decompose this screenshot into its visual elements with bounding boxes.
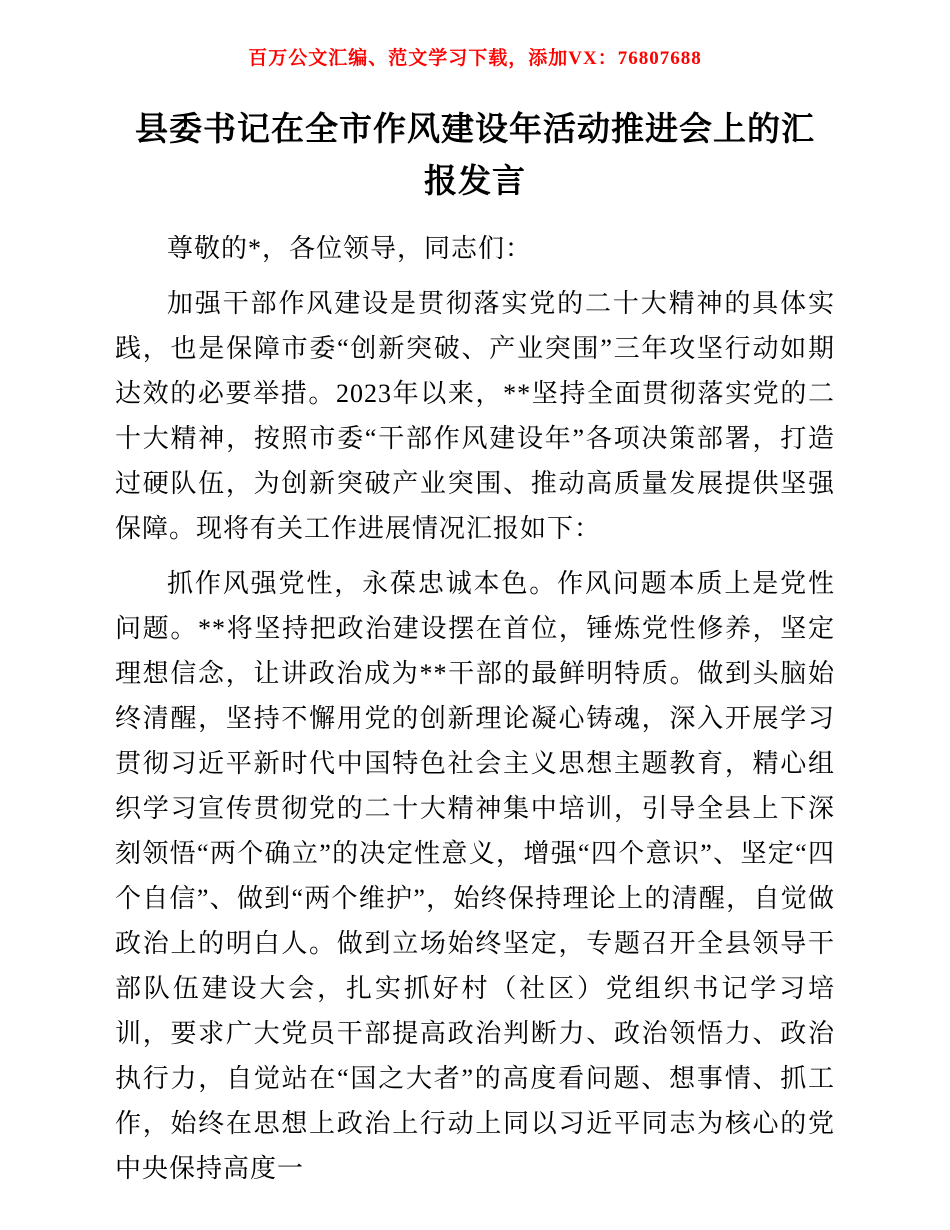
paragraph-section-1: 抓作风强党性，永葆忠诚本色。作风问题本质上是党性问题。**将坚持把政治建设摆在首位，锤炼党性修养，坚定理想信念，让讲政治成为**干部的最鲜明特质。做到头脑始终清醒，坚持不懈用党的创新理论凝心铸魂，深入开展学习贯彻习近平新时代中国特色社会主义思想主题教育，精心组织学习宣传贯彻党的二十大精神集中培训，引导全县上下深刻领悟“两个确立”的决定性意义，增强“四个意识”、坚定“四个自信”、做到“两个维护”，始终保持理论上的清醒，自觉做政治上的明白人。做到立场始终坚定，专题召开全县领导干部队伍建设大会，扎实抓好村（社区）党组织书记学习培训，要求广大党员干部提高政治判断力、政治领悟力、政治执行力，自觉站在“国之大者”的高度看问题、想事情、抓工作，始终在思想上政治上行动上同以习近平同志为核心的党中央保持高度一 — [115, 569, 835, 1183]
document-title: 县委书记在全市作风建设年活动推进会上的汇报发言 — [135, 112, 815, 200]
document-body — [115, 226, 835, 1191]
paragraph-salutation: 尊敬的*，各位领导，同志们： — [167, 234, 533, 263]
header-notice: 百万公文汇编、范文学习下载，添加VX：76807688 — [248, 48, 702, 69]
paragraph-intro: 加强干部作风建设是贯彻落实党的二十大精神的具体实践，也是保障市委“创新突破、产业突围”三年攻坚行动如期达效的必要举措。2023年以来，**坚持全面贯彻落实党的二十大精神，按照市委“干部作风建设年”各项决策部署，打造过硬队伍，为创新突破产业突围、推动高质量发展提供坚强保障。现将有关工作进展情况汇报如下： — [115, 289, 835, 543]
